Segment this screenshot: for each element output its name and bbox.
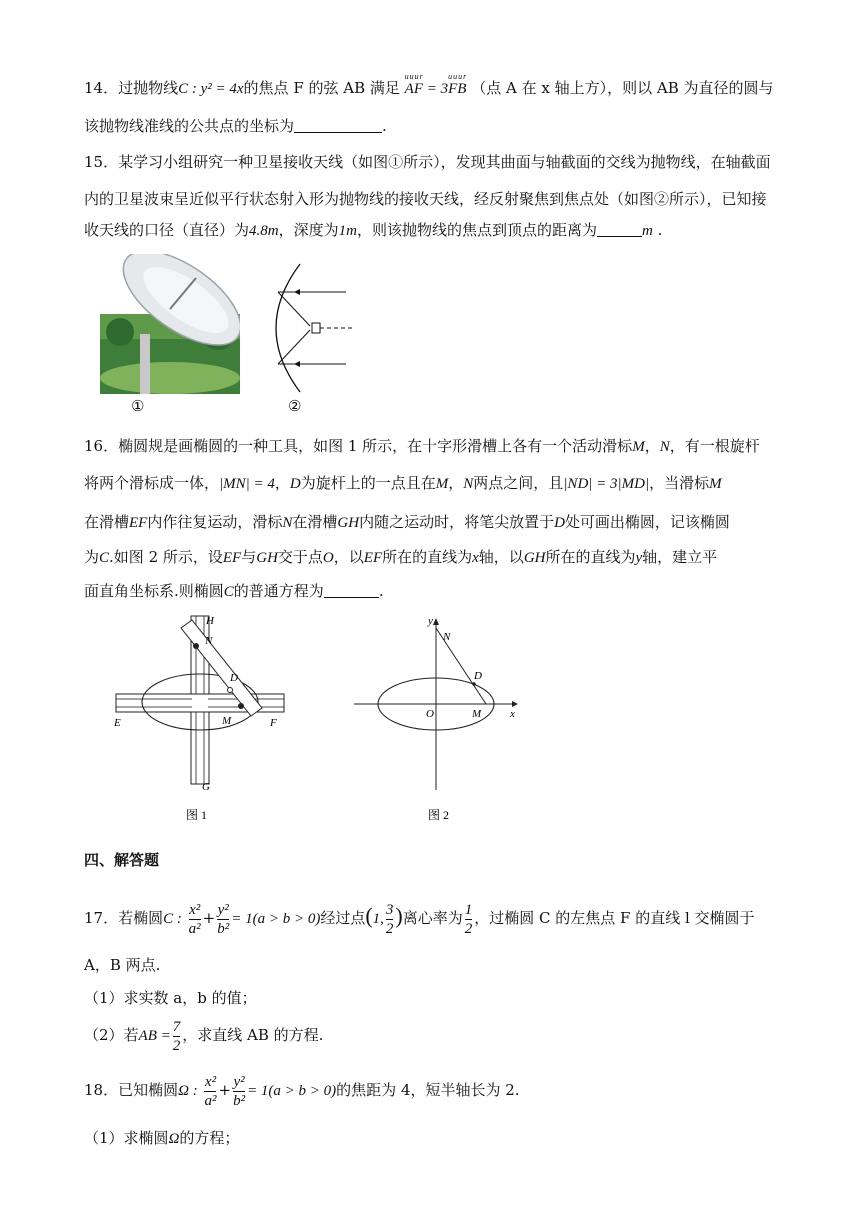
q16-text: ，有一根旋杆 [669, 437, 760, 455]
vector-af [404, 72, 424, 99]
q15-text: 某学习小组研究一种卫星接收天线（如图①所示），发现其曲面与轴截面的交线为抛物线，在轴截面 [118, 153, 771, 171]
frac-7-2 [173, 1018, 181, 1055]
q14-line1 [84, 72, 774, 99]
coordinate-figure [350, 612, 530, 827]
label-n: N [205, 635, 213, 647]
q15-line3 [84, 220, 662, 241]
q15-text: 收天线的口径（直径）为 [84, 221, 250, 239]
q16-text: ， [644, 437, 660, 455]
q14-text: 的焦点 F 的弦 AB 满足 [243, 79, 400, 97]
q18-math: Ω : [178, 1083, 198, 1099]
label-y: y [428, 615, 433, 627]
q15-math: m [641, 223, 653, 239]
frac-y2-b2 [217, 901, 229, 938]
q17-math: = 1 [231, 911, 253, 927]
answer-blank [597, 222, 642, 237]
q16-math: N [659, 439, 670, 455]
plus-sign: + [218, 1081, 232, 1099]
label-x: x [510, 708, 515, 720]
label-m: M [222, 715, 232, 727]
vector-eq: = 3 [423, 81, 449, 97]
q16-text: ， [448, 474, 464, 492]
q16-text: 交于点 [277, 548, 323, 566]
frac-1-2 [465, 901, 473, 938]
q16-math: |ND| = 3|MD| [563, 476, 650, 492]
q16-text: 在滑槽 [292, 513, 338, 531]
q15-line1 [84, 152, 771, 172]
q14-text: 过抛物线 [118, 79, 179, 97]
q16-number: 16． [84, 437, 119, 455]
q17-math: 1, [372, 911, 384, 927]
q16-math: EF [222, 550, 242, 566]
figure-1-caption: 图 1 [186, 808, 208, 822]
q16-text: 两点之间，且 [473, 474, 564, 492]
q16-line1 [84, 436, 760, 457]
frac-den: b² [217, 920, 230, 937]
q18-text: 的焦距为 4，短半轴长为 2. [336, 1081, 520, 1099]
q16-text: . [378, 582, 384, 600]
q18-number: 18． [84, 1081, 119, 1099]
q15-line2 [84, 189, 767, 209]
q17-text: 经过点 [320, 909, 366, 927]
q15-text: 内的卫星波束呈近似平行状态射入形为抛物线的接收天线，经反射聚焦到焦点处（如图②所示），已知接 [84, 190, 767, 208]
q14-text: 该抛物线准线的公共点的坐标为 [84, 117, 295, 135]
q18-part1 [84, 1128, 239, 1149]
q16-text: .如图 2 所示，设 [109, 548, 223, 566]
label-d: D [230, 672, 238, 684]
frac-den: a² [204, 1092, 217, 1109]
frac-x2-a2 [189, 901, 201, 938]
q17-math: C : [163, 911, 182, 927]
q16-math: GH [523, 550, 546, 566]
q17-text: 若椭圆 [118, 909, 164, 927]
frac-y2-b2-q18 [233, 1073, 245, 1110]
frac-den: 2 [385, 920, 394, 937]
q17-part2 [84, 1013, 323, 1057]
frac-num: y² [217, 901, 229, 918]
q15-number: 15． [84, 153, 119, 171]
q18-text: 的方程； [179, 1129, 240, 1147]
label-m2: M [472, 708, 482, 720]
q15-math: 4.8m [249, 223, 279, 239]
label-o: O [426, 708, 434, 720]
q17-text: ，过椭圆 C 的左焦点 F 的直线 l 交椭圆于 [474, 909, 755, 927]
q14-text: . [382, 117, 387, 135]
frac-num: y² [233, 1073, 245, 1090]
q16-math: M [435, 476, 449, 492]
q16-math: C [99, 550, 110, 566]
answer-blank [294, 118, 382, 133]
q17-number: 17． [84, 909, 119, 927]
vector-fb [448, 72, 468, 99]
q16-text: 内作往复运动，滑标 [147, 513, 283, 531]
satellite-dish-photo [100, 254, 240, 394]
q16-text: ， [274, 474, 290, 492]
q16-text: ，以 [333, 548, 364, 566]
q16-text: 与 [241, 548, 257, 566]
q14-number: 14． [84, 79, 119, 97]
section-heading: 四、解答题 [84, 851, 160, 869]
vector-label: FB [448, 81, 467, 97]
answer-blank [324, 583, 379, 598]
q16-text: 内随之运动时，将笔尖放置于 [359, 513, 555, 531]
label-g: G [202, 781, 210, 793]
frac-den: 2 [464, 920, 473, 937]
paren-right: ) [395, 903, 403, 928]
frac-den: a² [188, 920, 201, 937]
frac-3-2 [386, 901, 394, 938]
q18-line1 [84, 1068, 520, 1112]
q16-text: 轴，建立平 [642, 548, 718, 566]
q17-line2: A，B 两点. [84, 956, 161, 974]
q16-text: 为 [84, 548, 100, 566]
frac-num: x² [204, 1073, 217, 1090]
q16-math: |MN| = 4 [219, 476, 275, 492]
frac-num: x² [189, 901, 201, 918]
q16-text: 面直角坐标系.则椭圆 [84, 582, 224, 600]
q17-line1 [84, 894, 755, 938]
figure-2-label: ② [288, 397, 302, 415]
q18-text: （1）求椭圆 [84, 1129, 169, 1147]
q16-text: 为旋杆上的一点且在 [300, 474, 436, 492]
q18-math: Ω [168, 1131, 180, 1147]
q15-text: ，则该抛物线的焦点到顶点的距离为 [356, 221, 597, 239]
label-f: F [270, 717, 277, 729]
q15-math: 1m [338, 223, 357, 239]
q17-text: （2）若 [84, 1026, 139, 1044]
q14-line2 [84, 116, 387, 136]
q16-math: M [632, 439, 645, 455]
frac-den: 2 [172, 1037, 181, 1054]
q16-math: D [554, 515, 565, 531]
q16-math: x [472, 550, 479, 566]
frac-num: 7 [172, 1018, 181, 1035]
parabola-equation: C : y² = 4x [178, 81, 244, 97]
vector-label: AF [404, 81, 423, 97]
q16-math: N [463, 476, 474, 492]
q16-math: C [223, 584, 234, 600]
frac-num: 3 [385, 901, 394, 918]
q16-text: 椭圆规是画椭圆的一种工具，如图 1 所示，在十字形滑槽上各有一个活动滑标 [118, 437, 633, 455]
q16-line4 [84, 547, 717, 568]
q18-math: = 1(a > b > 0) [247, 1083, 337, 1099]
q16-text: 的普通方程为 [233, 582, 324, 600]
q18-text: 已知椭圆 [118, 1081, 179, 1099]
q16-text: 所在的直线为 [545, 548, 636, 566]
label-n2: N [443, 631, 451, 643]
q16-math: N [282, 515, 293, 531]
q16-math: M [709, 476, 722, 492]
q16-line2 [84, 473, 722, 494]
q16-math: GH [337, 515, 360, 531]
q16-text: 轴，以 [478, 548, 524, 566]
q15-text: ，深度为 [278, 221, 339, 239]
q15-text: . [652, 221, 663, 239]
q16-text: ，当滑标 [649, 474, 710, 492]
q17-text: ，求直线 AB 的方程. [182, 1026, 324, 1044]
ellipsograph-figure [110, 612, 290, 827]
q16-text: 处可画出椭圆，记该椭圆 [564, 513, 730, 531]
vector-mark: uuur [448, 72, 468, 81]
label-h: H [206, 615, 214, 627]
frac-den: b² [233, 1092, 246, 1109]
q16-math: y [635, 550, 643, 566]
q16-line3 [84, 512, 730, 533]
label-e: E [114, 717, 121, 729]
figure-2-caption: 图 2 [428, 808, 450, 822]
q17-text: 离心率为 [402, 909, 463, 927]
q17-math: (a > b > 0) [252, 911, 321, 927]
q16-math: EF [129, 515, 148, 531]
q16-line5 [84, 581, 384, 602]
q17-part1: （1）求实数 a，b 的值； [84, 989, 257, 1007]
q16-math: D [289, 476, 301, 492]
q16-text: 在滑槽 [84, 513, 130, 531]
q16-text: 将两个滑标成一体， [84, 474, 220, 492]
q16-text: 所在的直线为 [382, 548, 473, 566]
q16-math: EF [363, 550, 383, 566]
q17-math: AB = [138, 1028, 171, 1044]
q14-text: （点 A 在 x 轴上方），则以 AB 为直径的圆与 [471, 79, 774, 97]
label-d2: D [474, 670, 482, 682]
q16-math: GH [256, 550, 278, 566]
vector-mark: uuur [404, 72, 424, 81]
frac-num: 1 [464, 901, 473, 918]
parabola-diagram [262, 260, 362, 400]
q16-math: O [322, 550, 334, 566]
frac-x2-a2-q18 [204, 1073, 216, 1110]
plus-sign: + [202, 909, 216, 927]
paren-left: ( [365, 903, 373, 928]
figure-1-label: ① [131, 397, 145, 415]
